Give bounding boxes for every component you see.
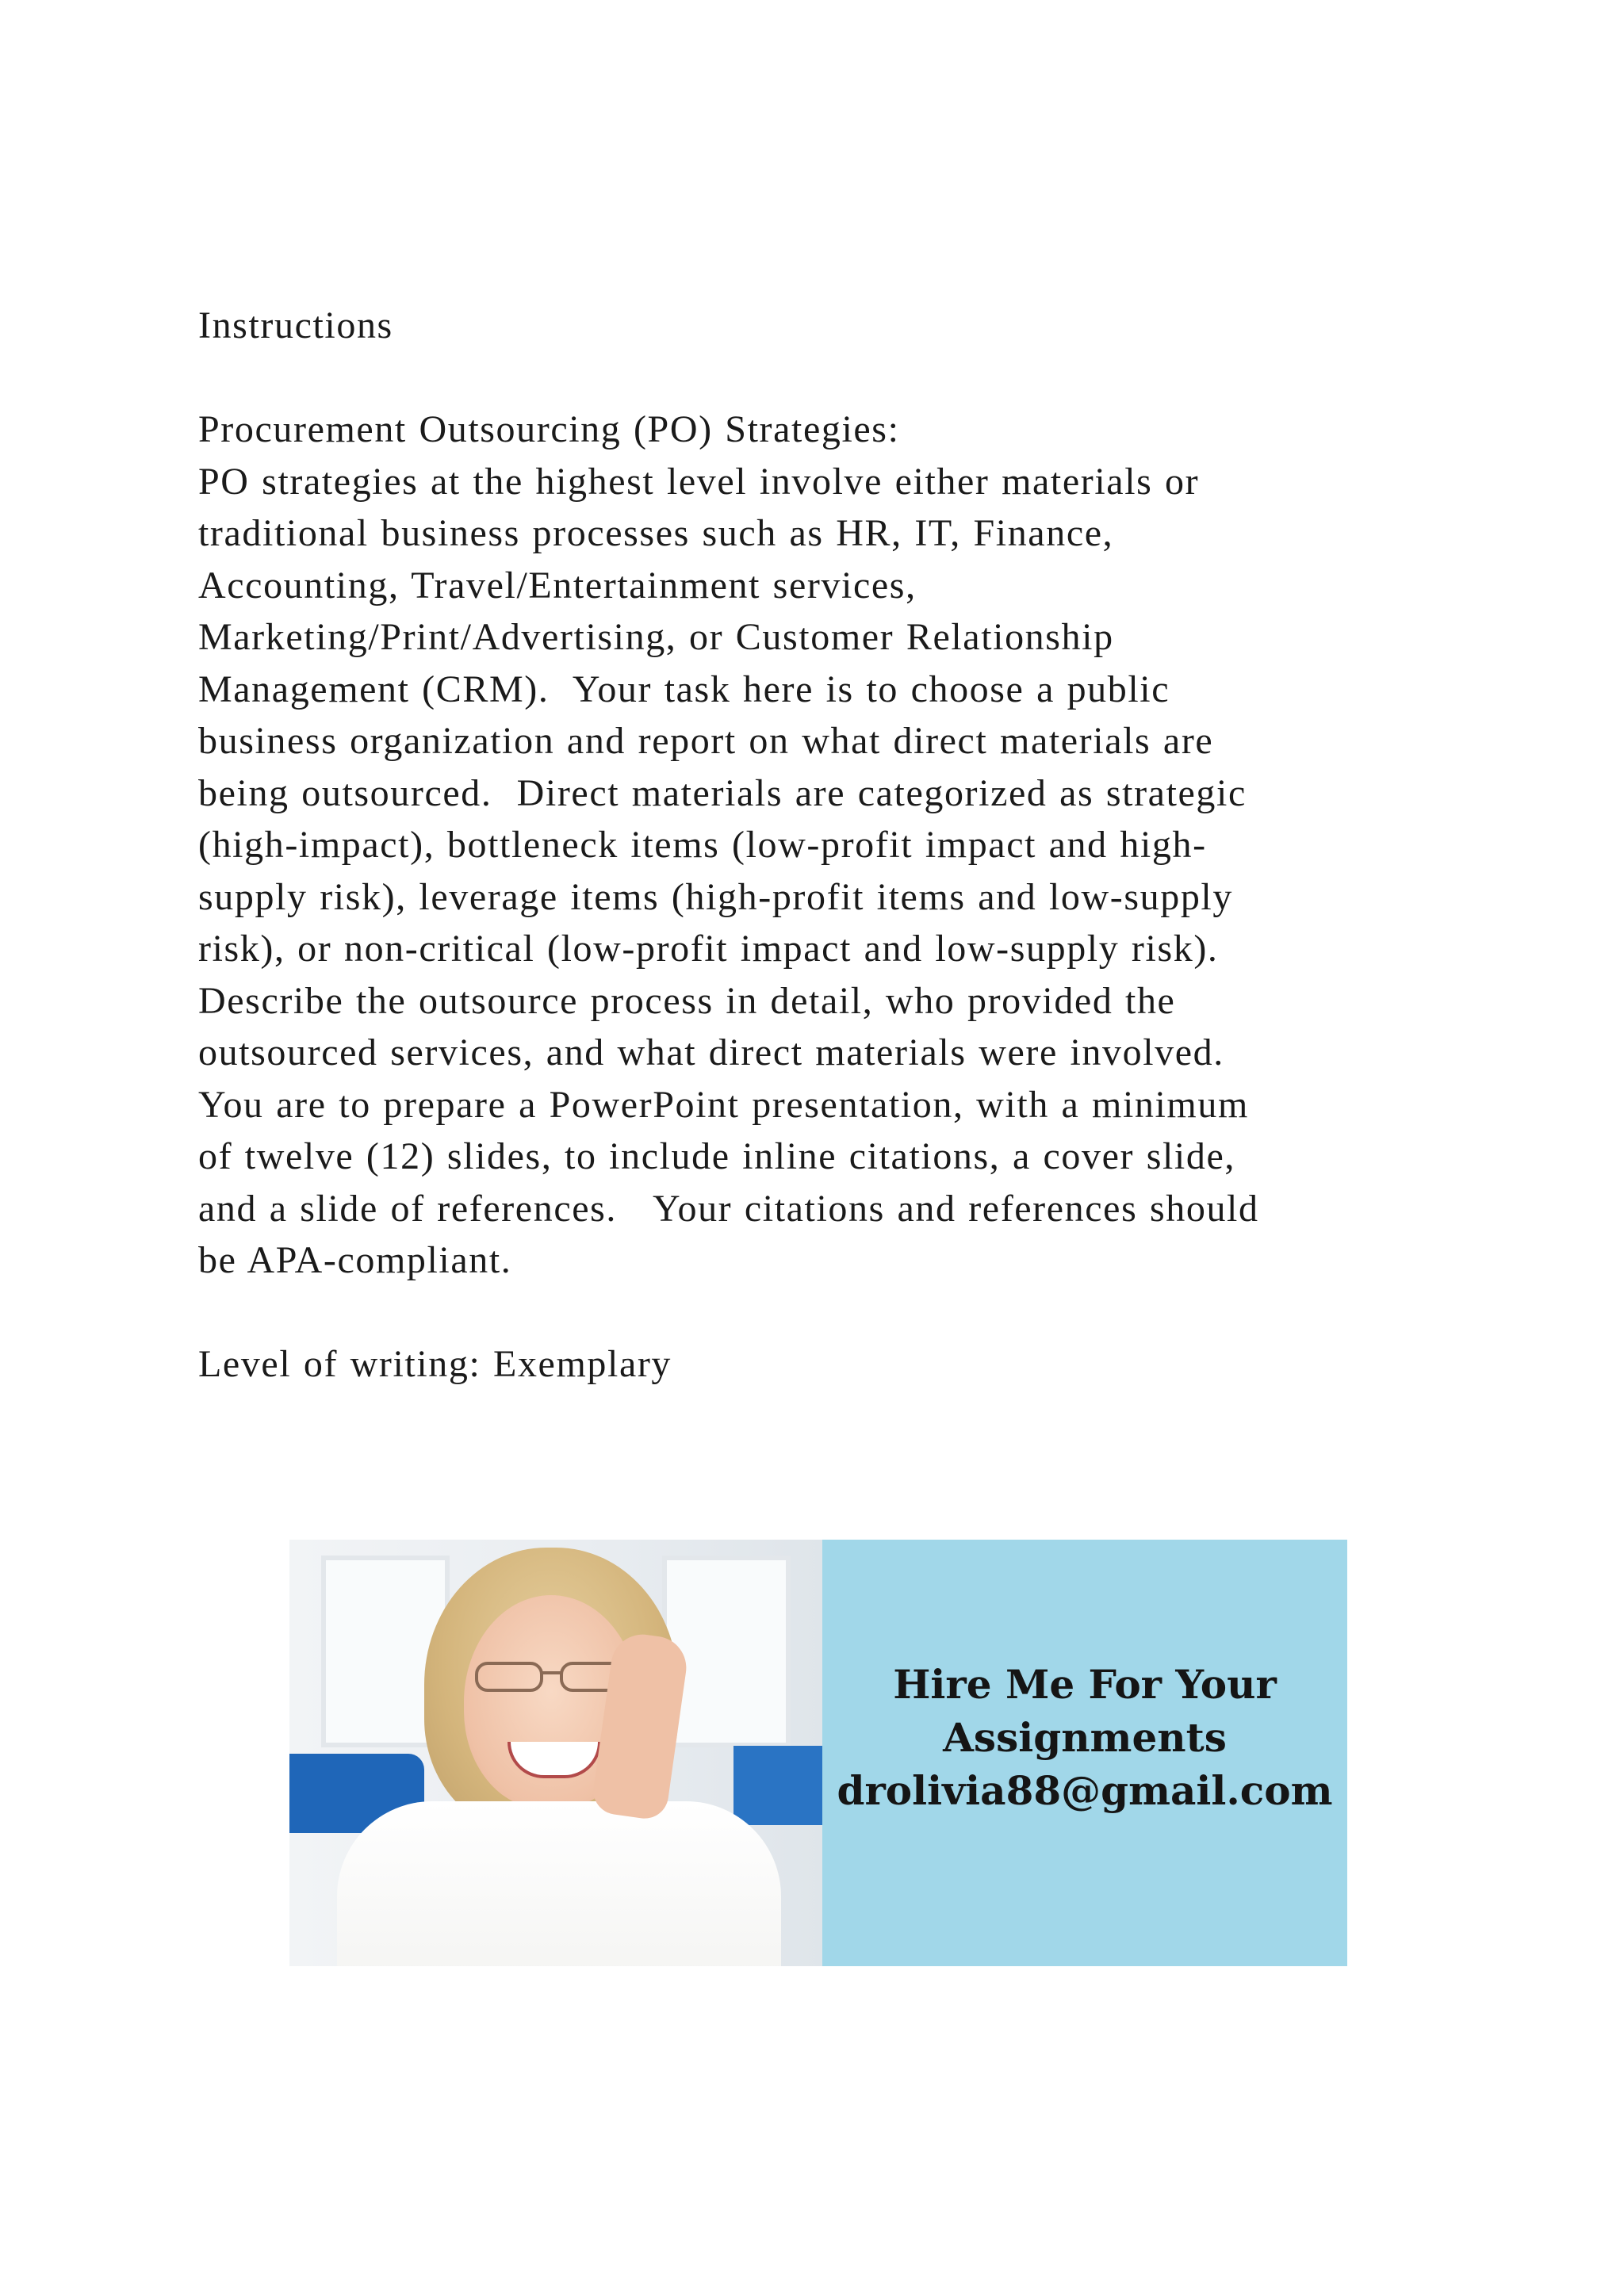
body-line: Marketing/Print/Advertising, or Customer Relationship <box>198 616 1114 658</box>
promo-email: drolivia88@gmail.com <box>837 1766 1333 1814</box>
woman-photo <box>289 1540 822 1966</box>
body-line: be APA-compliant. <box>198 1239 512 1281</box>
body-line: (high-impact), bottleneck items (low-profit impact and high- <box>198 824 1207 866</box>
body-line: PO strategies at the highest level involve either materials or <box>198 460 1200 503</box>
writing-level: Level of writing: Exemplary <box>198 1343 672 1385</box>
body-line: business organization and report on what direct materials are <box>198 720 1214 762</box>
body-line: and a slide of references. Your citations and references should <box>198 1187 1259 1230</box>
body-line: Describe the outsource process in detail, who provided the <box>198 979 1176 1022</box>
body-line: being outsourced. Direct materials are categorized as strategic <box>198 771 1247 814</box>
body-line: of twelve (12) slides, to include inline citations, a cover slide, <box>198 1135 1235 1177</box>
promo-banner <box>289 1540 1347 1966</box>
heading: Instructions <box>198 304 393 346</box>
document-body <box>198 300 1467 1391</box>
promo-line: Assignments <box>943 1713 1227 1761</box>
body-line: risk), or non-critical (low-profit impact and low-supply risk). <box>198 928 1219 970</box>
contact-panel <box>822 1540 1347 1966</box>
section-title: Procurement Outsourcing (PO) Strategies: <box>198 408 900 450</box>
background-chair <box>733 1746 822 1825</box>
body-line: supply risk), leverage items (high-profit items and low-supply <box>198 875 1233 918</box>
body-line: outsourced services, and what direct materials were involved. <box>198 1031 1224 1073</box>
body-line: Accounting, Travel/Entertainment services, <box>198 564 917 607</box>
promo-line: Hire Me For Your <box>893 1660 1277 1708</box>
body-line: You are to prepare a PowerPoint presentation, with a minimum <box>198 1083 1249 1126</box>
spacer <box>198 352 1467 404</box>
body-line: Management (CRM). Your task here is to choose a public <box>198 668 1170 710</box>
shirt <box>337 1801 781 1966</box>
body-line: traditional business processes such as HR, IT, Finance, <box>198 512 1114 554</box>
spacer <box>198 1287 1467 1339</box>
